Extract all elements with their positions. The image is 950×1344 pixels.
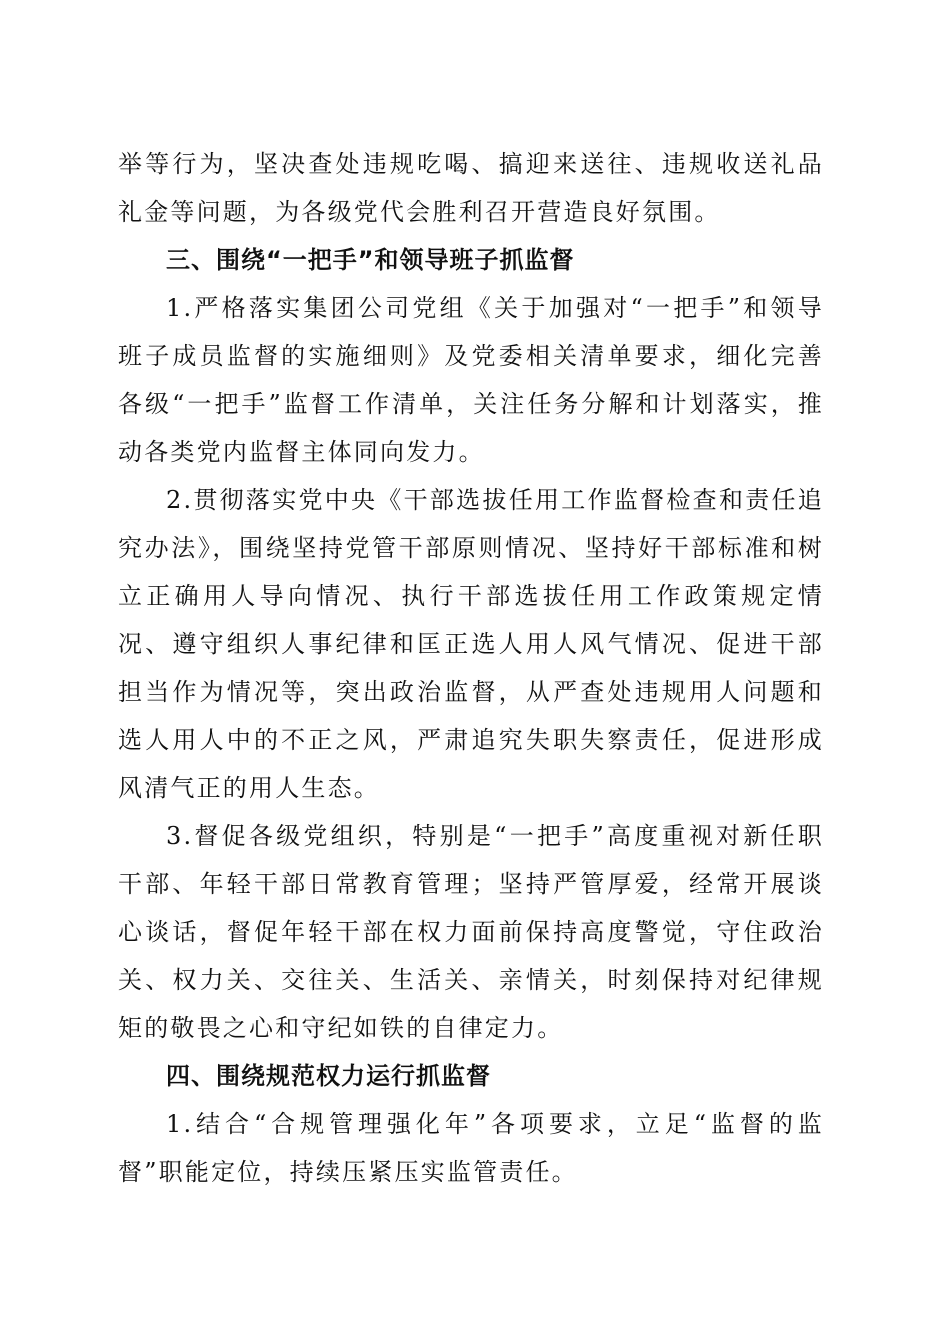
paragraph-3-1: 1.严格落实集团公司党组《关于加强对“一把手”和领导班子成员监督的实施细则》及党委相关清单要求，细化完善各级“一把手”监督工作清单，关注任务分解和计划落实，推动各类党内监督主体同向发力。 xyxy=(118,294,824,466)
paragraph-3-2: 2.贯彻落实党中央《干部选拔任用工作监督检查和责任追究办法》，围绕坚持党管干部原则情况、坚持好干部标准和树立正确用人导向情况、执行干部选拔任用工作政策规定情况、遵守组织人事纪律和匡正选人用人风气情况、促进干部担当作为情况等，突出政治监督，从严查处违规用人问题和选人用人中的不正之风，严肃追究失职失察责任，促进形成风清气正的用人生态。 xyxy=(118,486,824,802)
paragraph-continued: 举等行为，坚决查处违规吃喝、搞迎来送往、违规收送礼品礼金等问题，为各级党代会胜利召开营造良好氛围。 xyxy=(118,150,824,226)
document-body xyxy=(118,140,824,1196)
section-heading-4: 四、围绕规范权力运行抓监督 xyxy=(166,1062,491,1090)
section-heading-3: 三、围绕“一把手”和领导班子抓监督 xyxy=(166,246,575,274)
paragraph-3-3: 3.督促各级党组织，特别是“一把手”高度重视对新任职干部、年轻干部日常教育管理；坚持严管厚爱，经常开展谈心谈话，督促年轻干部在权力面前保持高度警觉，守住政治关、权力关、交往关、生活关、亲情关，时刻保持对纪律规矩的敬畏之心和守纪如铁的自律定力。 xyxy=(118,822,824,1042)
paragraph-4-1: 1.结合“合规管理强化年”各项要求，立足“监督的监督”职能定位，持续压紧压实监管责任。 xyxy=(118,1110,824,1186)
